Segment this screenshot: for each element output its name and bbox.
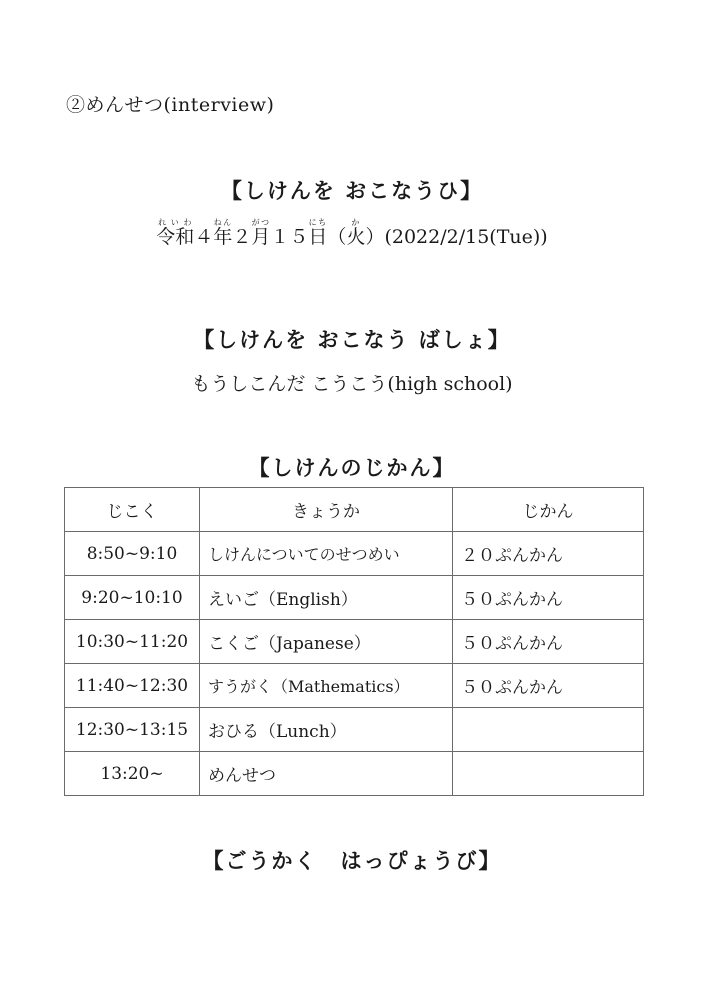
row-subject: こくご（Japanese） [200,620,453,664]
row-duration: ５０ぷんかん [453,664,644,708]
row-time: 12:30~13:15 [65,708,200,752]
date-part: ４ [194,226,214,248]
row-subject: えいご（English） [200,576,453,620]
row-time: 13:20~ [65,752,200,796]
table-row [65,664,644,708]
date-part-with-reading: 年ねん [213,218,233,248]
date-part: ２ [232,226,252,248]
result-day-heading: 【ごうかく はっぴょうび】 [202,849,502,873]
exam-date-western: (2022/2/15(Tue)) [384,226,548,248]
exam-date [0,218,704,249]
furigana-reading: がつ [251,218,271,227]
row-subject: めんせつ [200,752,453,796]
furigana-reading: か [346,218,366,227]
date-part: （ [327,226,347,248]
table-row [65,708,644,752]
row-subject: しけんについてのせつめい [200,532,453,576]
exam-place: もうしこんだ こうこう(high school) [191,373,513,395]
row-duration: ５０ぷんかん [453,620,644,664]
row-subject: すうがく（Mathematics） [200,664,453,708]
row-duration [453,708,644,752]
table-row [65,576,644,620]
table-header-row [65,488,644,532]
header-subject: きょうか [200,488,453,532]
date-part-with-reading: 令和れいわ [156,218,195,248]
date-part: ） [365,226,385,248]
row-duration: ２０ぷんかん [453,532,644,576]
row-subject: おひる（Lunch） [200,708,453,752]
header-duration: じかん [453,488,644,532]
row-time: 8:50~9:10 [65,532,200,576]
date-part-with-reading: 火か [346,218,366,248]
exam-date-japanese [156,218,385,248]
row-time: 11:40~12:30 [65,664,200,708]
exam-day-heading: 【しけんを おこなうひ】 [220,179,484,203]
furigana-reading: にち [308,218,328,227]
schedule-table [64,487,644,796]
date-part-with-reading: 月がつ [251,218,271,248]
row-time: 9:20~10:10 [65,576,200,620]
header-time: じこく [65,488,200,532]
furigana-reading: ねん [213,218,233,227]
row-duration: ５０ぷんかん [453,576,644,620]
table-row [65,532,644,576]
date-part-with-reading: 日にち [308,218,328,248]
date-part: １５ [270,226,309,248]
row-time: 10:30~11:20 [65,620,200,664]
section-label: ②めんせつ(interview) [66,94,275,116]
table-row [65,620,644,664]
row-duration [453,752,644,796]
furigana-reading: れいわ [156,218,195,227]
exam-place-heading: 【しけんを おこなう ばしょ】 [193,328,511,352]
table-row [65,752,644,796]
exam-time-heading: 【しけんのじかん】 [248,456,456,480]
